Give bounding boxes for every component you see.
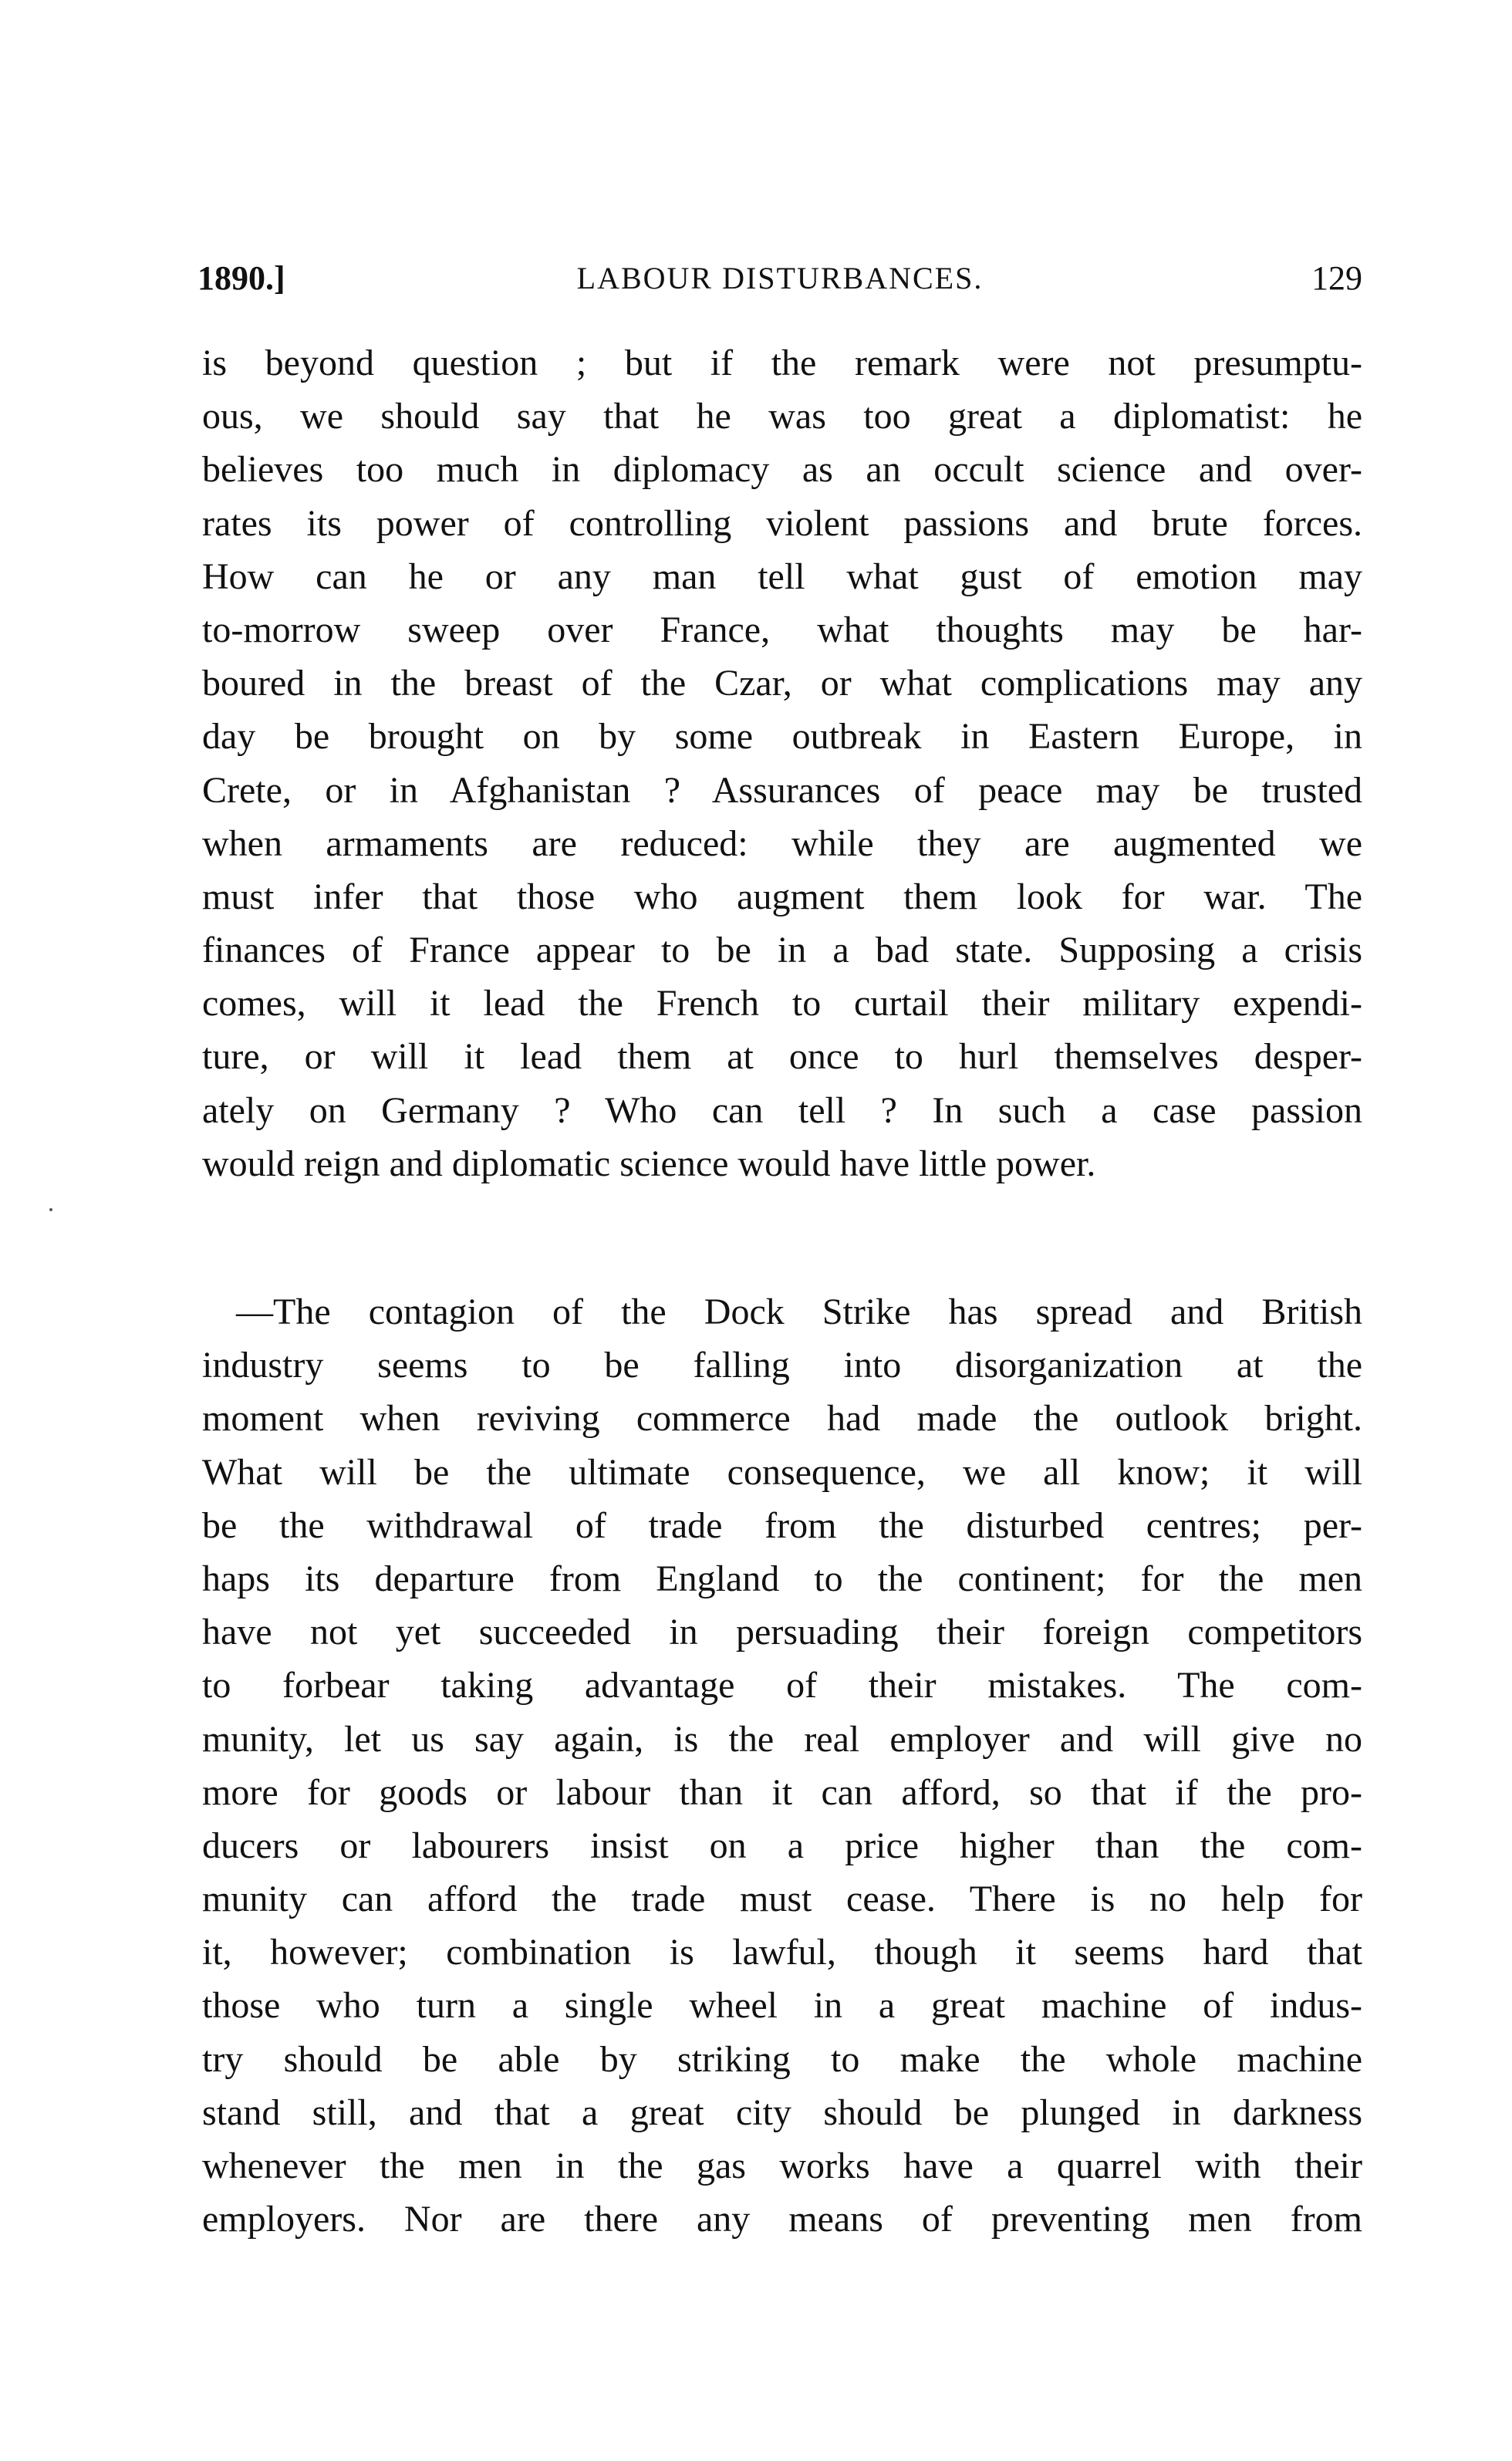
text-line: boured in the breast of the Czar, or what complications may any	[202, 663, 1362, 704]
text-line: munity, let us say again, is the real employer and will give no	[202, 1718, 1362, 1760]
text-line: ducers or labourers insist on a price higher than the com-	[202, 1825, 1362, 1866]
text-line: ture, or will it lead them at once to hurl themselves desper-	[202, 1036, 1362, 1078]
text-line: munity can afford the trade must cease. There is no help for	[202, 1879, 1362, 1920]
text-line: be the withdrawal of trade from the disturbed centres; per-	[202, 1504, 1362, 1546]
text-line: ately on Germany ? Who can tell ? In such a case passion	[202, 1089, 1362, 1131]
paragraph-dock-strike	[202, 1285, 1362, 2246]
text-line: have not yet succeeded in persuading their foreign competitors	[202, 1612, 1362, 1653]
text-line: it, however; combination is lawful, though it seems hard that	[202, 1932, 1362, 1973]
text-line: What will be the ultimate consequence, we all know; it will	[202, 1451, 1362, 1493]
running-head-title: LABOUR DISTURBANCES.	[576, 261, 984, 295]
text-line: to-morrow sweep over France, what thoughts may be har-	[202, 609, 1362, 650]
text-line: whenever the men in the gas works have a quarrel with their	[202, 2145, 1362, 2186]
text-line: stand still, and that a great city should be plunged in darkness	[202, 2091, 1362, 2133]
text-line: ous, we should say that he was too great a diplomatist: he	[202, 396, 1362, 437]
text-line: is beyond question ; but if the remark were not presumptu-	[202, 343, 1362, 383]
running-head	[197, 252, 1362, 306]
text-line: more for goods or labour than it can afford, so that if the pro-	[202, 1771, 1362, 1813]
text-line: employers. Nor are there any means of preventing men from	[202, 2199, 1362, 2240]
text-line: Crete, or in Afghanistan ? Assurances of peace may be trusted	[202, 769, 1362, 811]
margin-speck	[49, 1208, 52, 1211]
text-line: comes, will it lead the French to curtail their military expendi-	[202, 983, 1362, 1025]
text-line: believes too much in diplomacy as an occult science and over-	[202, 449, 1362, 491]
text-line: those who turn a single wheel in a great machine of indus-	[202, 1985, 1362, 2027]
running-head-year: 1890.]	[197, 259, 285, 297]
text-line: when armaments are reduced: while they are augmented we	[202, 822, 1362, 864]
text-line: would reign and diplomatic science would have little power.	[202, 1143, 1096, 1184]
text-line: —The contagion of the Dock Strike has spread and British	[236, 1291, 1362, 1332]
text-line: How can he or any man tell what gust of emotion may	[202, 555, 1362, 597]
text-line: haps its departure from England to the continent; for the men	[202, 1558, 1362, 1599]
page-number: 129	[1311, 259, 1362, 297]
text-line: industry seems to be falling into disorganization at the	[202, 1345, 1362, 1386]
text-line: rates its power of controlling violent passions and brute forces.	[202, 502, 1362, 544]
text-line: day be brought on by some outbreak in Eastern Europe, in	[202, 716, 1362, 758]
paragraph-diplomacy	[202, 336, 1362, 1190]
text-line: moment when reviving commerce had made the outlook bright.	[202, 1398, 1362, 1440]
text-line: try should be able by striking to make the whole machine	[202, 2038, 1362, 2080]
text-line: to forbear taking advantage of their mistakes. The com-	[202, 1665, 1362, 1706]
text-line: finances of France appear to be in a bad state. Supposing a crisis	[202, 930, 1362, 971]
text-line: must infer that those who augment them look for war. The	[202, 876, 1362, 917]
